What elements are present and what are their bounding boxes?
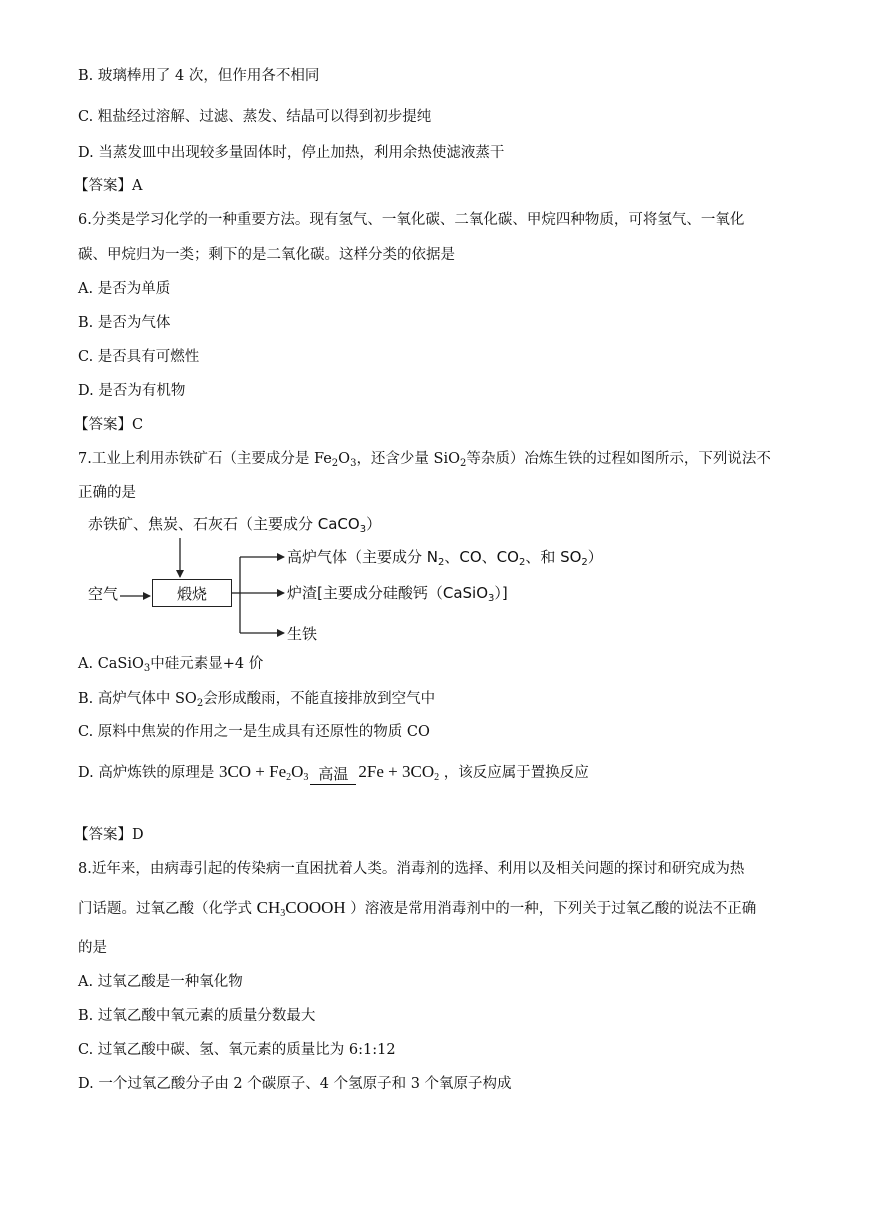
q5-option-c: C. 粗盐经过溶解、过滤、蒸发、结晶可以得到初步提纯 <box>78 109 432 125</box>
q8-option-a: A. 过氧乙酸是一种氧化物 <box>78 974 243 990</box>
q6-stem-line2: 碳、甲烷归为一类；剩下的是二氧化碳。这样分类的依据是 <box>78 247 455 263</box>
diagram-air-label: 空气 <box>88 585 119 603</box>
q8-option-b: B. 过氧乙酸中氧元素的质量分数最大 <box>78 1008 316 1024</box>
q7-option-c: C. 原料中焦炭的作用之一是生成具有还原性的物质 CO <box>78 724 430 740</box>
q6-option-a: A. 是否为单质 <box>78 281 171 297</box>
q7-stem-line1: 7.工业上利用赤铁矿石（主要成分是 $Fe_2O_3$，还含少量 SiO$_2$等杂质）冶炼生铁的过程如图所示，下列说法不 <box>78 451 771 469</box>
q8-stem-line1: 8.近年来，由病毒引起的传染病一直困扰着人类。消毒剂的选择、利用以及相关问题的探讨和研究成为热 <box>78 861 745 877</box>
diagram-output-gas: 高炉气体（主要成分 $N_2$、CO、$CO_2$、和 $SO_2$） <box>287 548 603 568</box>
diagram-output-slag: 炉渣[主要成分硅酸钙（CaSiO$_3$）] <box>287 584 508 604</box>
q5-answer: 【答案】A <box>74 178 143 194</box>
q6-stem-line1: 6.分类是学习化学的一种重要方法。现有氢气、一氧化碳、二氧化碳、甲烷四种物质，可将氢气、一氧化 <box>78 212 745 228</box>
q7-option-a: A. CaSiO$_3$中硅元素显+4 价 <box>78 656 264 674</box>
q8-formula: $CH_3COOOH$ <box>256 898 346 919</box>
reaction-condition: 高温 <box>310 766 356 788</box>
diagram-process-label: 煅烧 <box>176 585 207 603</box>
diagram-output-iron: 生铁 <box>287 625 318 643</box>
q6-option-d: D. 是否为有机物 <box>78 383 186 399</box>
q8-option-c: C. 过氧乙酸中碳、氢、氧元素的质量比为 6:1:12 <box>78 1042 396 1058</box>
q7-answer: 【答案】D <box>74 827 144 843</box>
q6-answer: 【答案】C <box>74 417 144 433</box>
diagram-raw-materials: 赤铁矿、焦炭、石灰石（主要成分 CaCO$_3$） <box>88 515 382 535</box>
q8-option-d: D. 一个过氧乙酸分子由 2 个碳原子、4 个氢原子和 3 个氧原子构成 <box>78 1076 512 1092</box>
diagram-process-box <box>152 579 232 607</box>
q8-stem-line2: 门话题。过氧乙酸（化学式 $CH_3COOOH$ ）溶液是常用消毒剂中的一种，下列关于过氧乙酸的说法不正确 <box>78 898 757 919</box>
q6-option-c: C. 是否具有可燃性 <box>78 349 200 365</box>
q7-stem-line2: 正确的是 <box>78 485 136 501</box>
q7-option-d: D. 高炉炼铁的原理是 $3CO + Fe_2O_3$ 高温 $2Fe + 3CO_2$ ，该反应属于置换反应 <box>78 757 589 788</box>
q7-option-b: B. 高炉气体中 $SO_2$会形成酸雨，不能直接排放到空气中 <box>78 691 436 709</box>
q5-option-b: B. 玻璃棒用了 4 次，但作用各不相同 <box>78 68 320 84</box>
q8-stem-line3: 的是 <box>78 940 107 956</box>
q5-option-d: D. 当蒸发皿中出现较多量固体时，停止加热，利用余热使滤液蒸干 <box>78 145 505 161</box>
q6-option-b: B. 是否为气体 <box>78 315 171 331</box>
q7-equation: $3CO + Fe_2O_3$ 高温 $2Fe + 3CO_2$ <box>219 762 439 781</box>
